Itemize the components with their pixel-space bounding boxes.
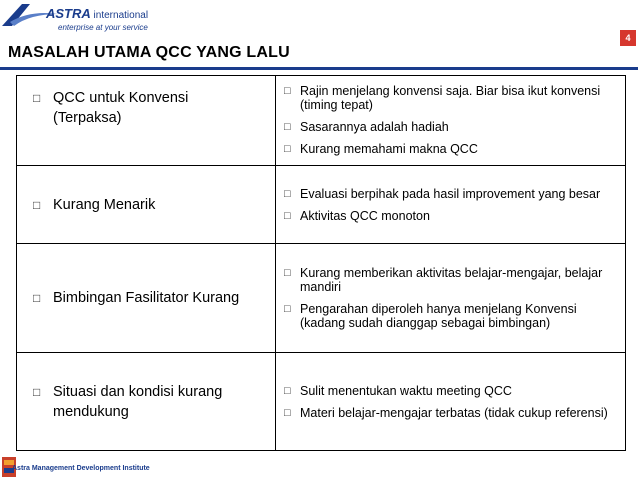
problem-text: Kurang Menarik (53, 196, 156, 213)
problem-cell (17, 76, 275, 165)
problem-cell (17, 166, 275, 243)
title-divider (0, 67, 638, 70)
table-row (17, 353, 625, 450)
bullet-icon: □ (284, 406, 291, 419)
bullet-icon: □ (284, 267, 291, 279)
list-item (284, 142, 620, 156)
table-row (17, 166, 625, 244)
slide-title: MASALAH UTAMA QCC YANG LALU (8, 44, 290, 61)
bullet-icon: □ (284, 121, 291, 133)
header-bar (0, 0, 638, 40)
bullet-icon: □ (284, 187, 291, 200)
brand-bold: ASTRA (46, 6, 91, 21)
list-item (284, 187, 620, 201)
list-item (284, 406, 620, 420)
list-item (284, 302, 620, 330)
list-item (284, 84, 620, 112)
bullet-icon: □ (284, 85, 291, 97)
list-item (284, 209, 620, 223)
problem-cell (17, 244, 275, 352)
bullet-icon: □ (284, 384, 291, 397)
cause-text: Sasarannya adalah hadiah (300, 120, 449, 134)
footer-institute: Astra Management Development Institute (12, 465, 150, 472)
table-row (17, 244, 625, 353)
cause-text: Kurang memahami makna QCC (300, 142, 478, 156)
brand-rest: international (90, 10, 149, 21)
problem-text: Bimbingan Fasilitator Kurang (53, 290, 240, 306)
causes-cell (284, 353, 620, 450)
list-item (284, 266, 620, 294)
problem-text: Situasi dan kondisi kurang mendukung (53, 383, 223, 420)
cause-text: Pengarahan diperoleh hanya menjelang Konvensi (kadang sudah dianggap sebagai bimbingan) (300, 302, 577, 330)
cause-text: Evaluasi berpihak pada hasil improvement yang besar (300, 186, 601, 201)
problem-text: QCC untuk Konvensi (Terpaksa) (53, 90, 189, 126)
bullet-icon: □ (33, 91, 41, 105)
problem-cell (17, 353, 275, 450)
bullet-icon: □ (284, 209, 291, 222)
page-number-badge: 4 (620, 30, 636, 46)
causes-cell (284, 76, 620, 165)
causes-cell (284, 166, 620, 243)
cause-text: Aktivitas QCC monoton (300, 208, 430, 223)
cause-text: Rajin menjelang konvensi saja. Biar bisa ikut konvensi (timing tepat) (300, 84, 601, 112)
bullet-icon: □ (284, 143, 291, 155)
list-item (284, 384, 620, 398)
cause-text: Sulit menentukan waktu meeting QCC (300, 383, 512, 398)
bullet-icon: □ (33, 197, 41, 212)
bullet-icon: □ (33, 291, 41, 305)
cause-text: Materi belajar-mengajar terbatas (tidak cukup referensi) (300, 405, 608, 420)
brand-name (46, 6, 148, 21)
table-row (17, 76, 625, 166)
list-item (284, 120, 620, 134)
causes-cell (284, 244, 620, 352)
brand-tagline: enterprise at your service (58, 23, 148, 32)
cause-text: Kurang memberikan aktivitas belajar-mengajar, belajar mandiri (300, 266, 603, 294)
bullet-icon: □ (284, 303, 291, 315)
problem-table (16, 75, 626, 451)
bullet-icon: □ (33, 384, 41, 399)
